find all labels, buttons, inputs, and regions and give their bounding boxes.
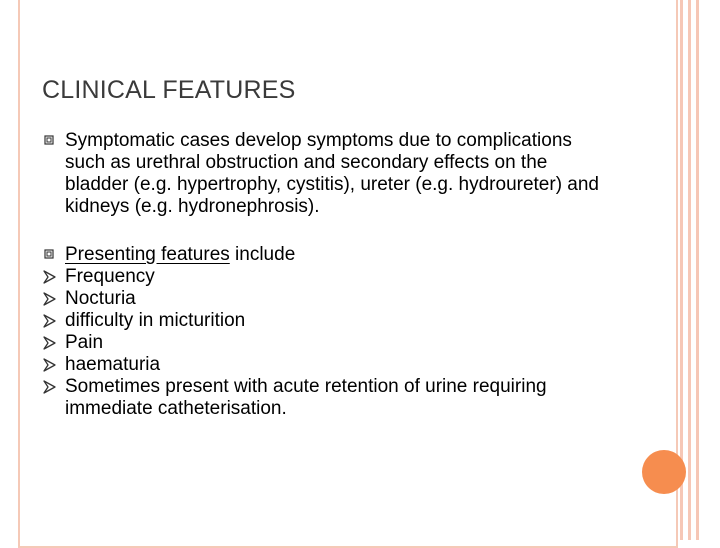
arrowhead-bullet-icon xyxy=(42,310,58,332)
accent-circle xyxy=(642,450,686,494)
presenting-features-label: Presenting features xyxy=(65,244,230,265)
bullet-list xyxy=(42,130,602,420)
arrowhead-bullet-icon xyxy=(42,266,58,288)
right-accent-line-2 xyxy=(688,0,691,540)
feature-text: haematuria xyxy=(65,354,161,375)
square-bullet-icon xyxy=(42,130,58,152)
paragraph-text: Symptomatic cases develop symptoms due to complications such as urethral obstruction and secondary effects on the bladder (e.g. hypertrophy, cystitis), ureter (e.g. hydroureter) and kidneys (e.g. hydronephrosis). xyxy=(65,130,600,217)
feature-list xyxy=(42,266,602,420)
feature-text: Pain xyxy=(65,332,104,353)
feature-text: Nocturia xyxy=(65,288,136,309)
presenting-features-suffix: include xyxy=(229,244,296,265)
arrowhead-bullet-icon xyxy=(42,332,58,354)
feature-item xyxy=(42,288,602,310)
feature-item xyxy=(42,354,602,376)
feature-text: Frequency xyxy=(65,266,155,287)
slide-title: CLINICAL FEATURES xyxy=(42,76,296,104)
arrowhead-bullet-icon xyxy=(42,354,58,376)
feature-item xyxy=(42,376,602,420)
feature-item xyxy=(42,332,602,354)
feature-text: difficulty in micturition xyxy=(65,310,246,331)
arrowhead-bullet-icon xyxy=(42,288,58,310)
feature-text: Sometimes present with acute retention of urine requiring immediate catheterisation. xyxy=(65,376,547,419)
presenting-features-item xyxy=(42,244,602,266)
arrowhead-bullet-icon xyxy=(42,376,58,398)
paragraph-item xyxy=(42,130,602,218)
feature-item xyxy=(42,310,602,332)
square-bullet-icon xyxy=(42,244,58,266)
feature-item xyxy=(42,266,602,288)
right-accent-line-3 xyxy=(696,0,699,540)
